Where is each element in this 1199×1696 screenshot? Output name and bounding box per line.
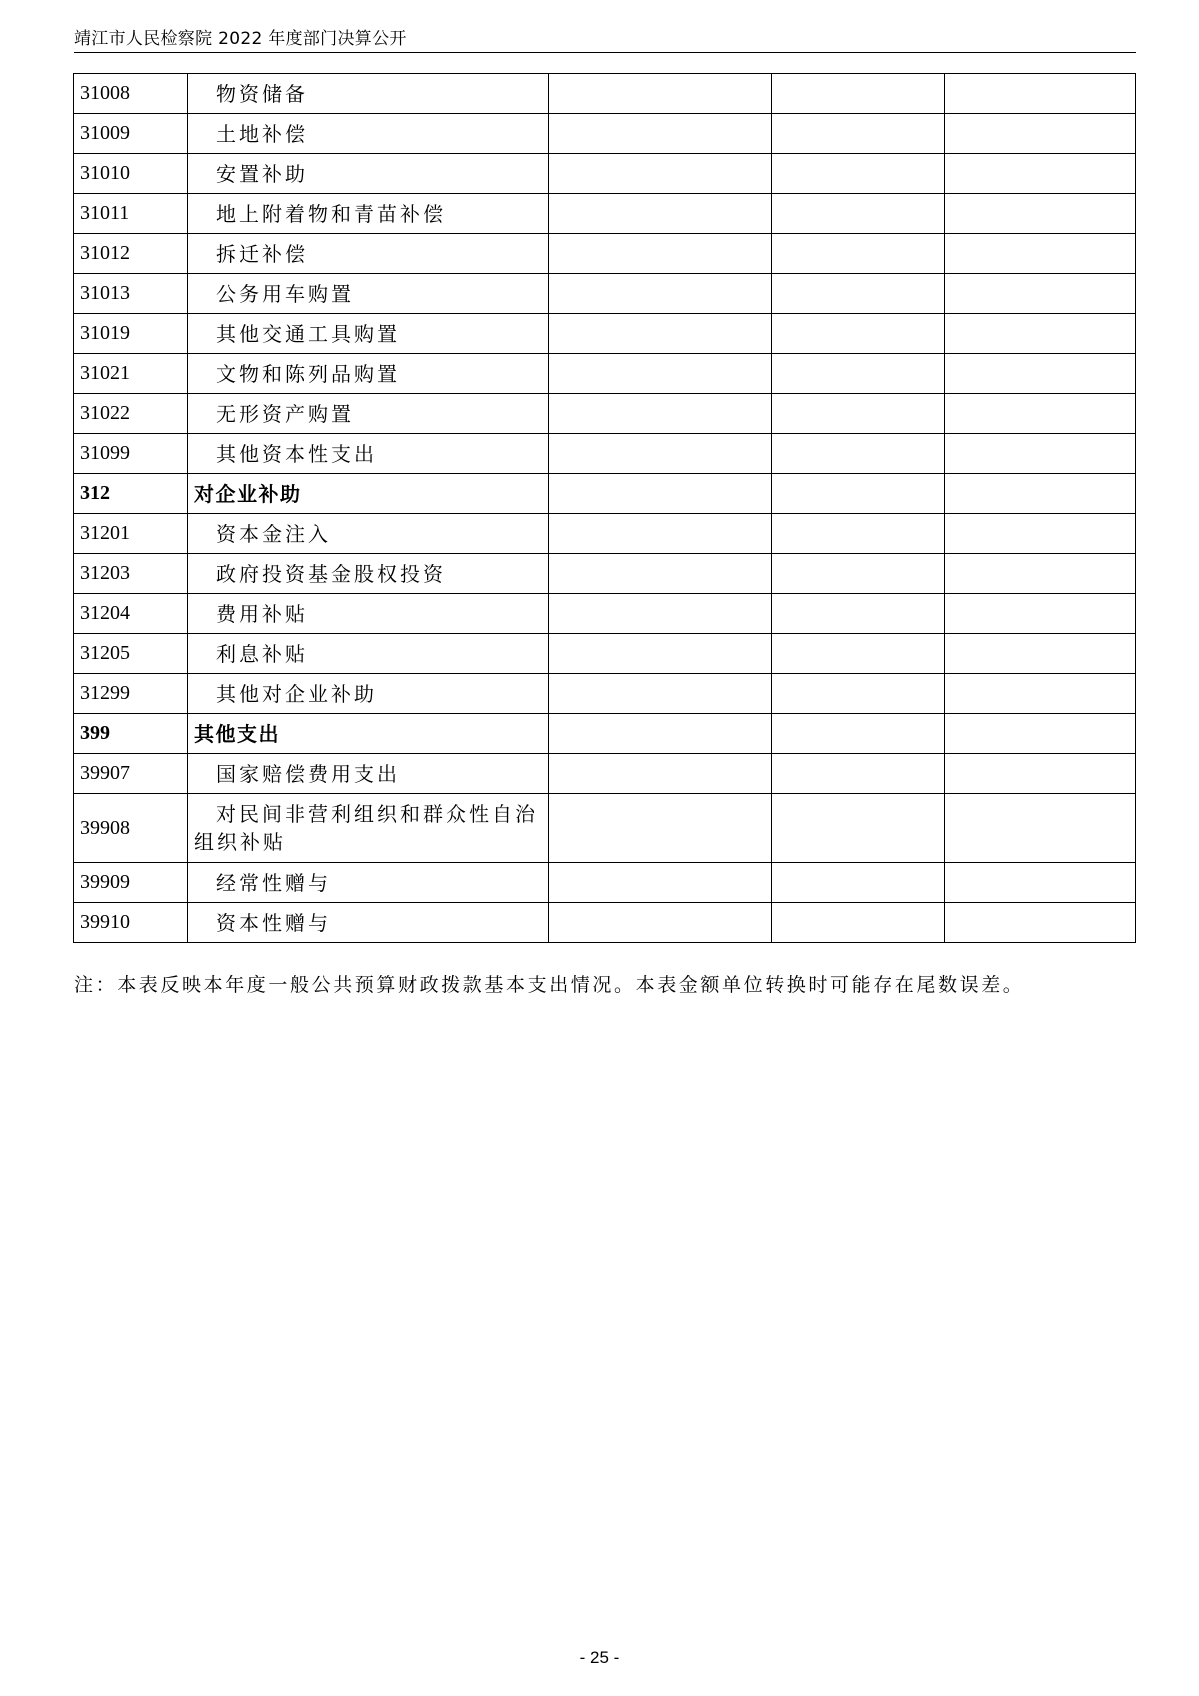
amount-cell-2 — [772, 754, 945, 794]
amount-cell-3 — [945, 234, 1136, 274]
amount-cell-1 — [549, 794, 772, 863]
amount-cell-3 — [945, 794, 1136, 863]
table-note: 注：本表反映本年度一般公共预算财政拨款基本支出情况。本表金额单位转换时可能存在尾数误差。 — [74, 974, 1025, 996]
amount-cell-3 — [945, 154, 1136, 194]
row-name — [188, 903, 549, 943]
amount-cell-2 — [772, 554, 945, 594]
row-name — [188, 514, 549, 554]
amount-cell-1 — [549, 594, 772, 634]
row-name — [188, 754, 549, 794]
amount-cell-1 — [549, 314, 772, 354]
amount-cell-3 — [945, 903, 1136, 943]
amount-cell-3 — [945, 354, 1136, 394]
amount-cell-2 — [772, 474, 945, 514]
row-name — [188, 474, 549, 514]
amount-cell-3 — [945, 114, 1136, 154]
row-name-text: 经常性赠与 — [216, 870, 331, 895]
row-name — [188, 234, 549, 274]
amount-cell-1 — [549, 754, 772, 794]
table-row — [74, 903, 1136, 943]
row-code: 39908 — [74, 794, 188, 863]
row-code: 31205 — [74, 634, 188, 674]
amount-cell-1 — [549, 354, 772, 394]
row-name-text: 拆迁补偿 — [216, 241, 308, 266]
row-name-text: 其他支出 — [194, 721, 280, 746]
table-row — [74, 594, 1136, 634]
amount-cell-2 — [772, 594, 945, 634]
table-row — [74, 194, 1136, 234]
row-code: 31099 — [74, 434, 188, 474]
amount-cell-1 — [549, 74, 772, 114]
amount-cell-3 — [945, 754, 1136, 794]
row-name-text: 其他交通工具购置 — [216, 321, 400, 346]
amount-cell-1 — [549, 114, 772, 154]
amount-cell-2 — [772, 74, 945, 114]
amount-cell-3 — [945, 594, 1136, 634]
amount-cell-3 — [945, 314, 1136, 354]
amount-cell-3 — [945, 634, 1136, 674]
amount-cell-2 — [772, 154, 945, 194]
row-code: 31008 — [74, 74, 188, 114]
amount-cell-3 — [945, 194, 1136, 234]
amount-cell-3 — [945, 474, 1136, 514]
row-code: 31299 — [74, 674, 188, 714]
table-row — [74, 394, 1136, 434]
row-code: 39907 — [74, 754, 188, 794]
row-name — [188, 194, 549, 234]
amount-cell-3 — [945, 274, 1136, 314]
row-name — [188, 674, 549, 714]
amount-cell-1 — [549, 714, 772, 754]
amount-cell-2 — [772, 674, 945, 714]
amount-cell-3 — [945, 74, 1136, 114]
table-row — [74, 154, 1136, 194]
amount-cell-3 — [945, 394, 1136, 434]
row-name-text: 无形资产购置 — [216, 401, 354, 426]
row-name — [188, 434, 549, 474]
row-code: 31013 — [74, 274, 188, 314]
amount-cell-2 — [772, 114, 945, 154]
amount-cell-1 — [549, 554, 772, 594]
row-code: 31204 — [74, 594, 188, 634]
row-name — [188, 314, 549, 354]
row-name — [188, 634, 549, 674]
table-row — [74, 354, 1136, 394]
row-name-text: 资本性赠与 — [216, 910, 331, 935]
amount-cell-1 — [549, 903, 772, 943]
table-row — [74, 714, 1136, 754]
row-name — [188, 274, 549, 314]
amount-cell-1 — [549, 394, 772, 434]
table-row — [74, 434, 1136, 474]
table-row — [74, 674, 1136, 714]
amount-cell-2 — [772, 314, 945, 354]
row-name — [188, 554, 549, 594]
table-row — [74, 863, 1136, 903]
row-name-text: 其他对企业补助 — [216, 681, 377, 706]
amount-cell-2 — [772, 194, 945, 234]
amount-cell-2 — [772, 903, 945, 943]
amount-cell-2 — [772, 394, 945, 434]
row-name-text: 物资储备 — [216, 81, 308, 106]
row-code: 31019 — [74, 314, 188, 354]
row-name-text: 政府投资基金股权投资 — [216, 561, 446, 586]
row-name-text: 安置补助 — [216, 161, 308, 186]
amount-cell-1 — [549, 274, 772, 314]
row-code: 31009 — [74, 114, 188, 154]
row-code: 31012 — [74, 234, 188, 274]
row-code: 31021 — [74, 354, 188, 394]
amount-cell-3 — [945, 674, 1136, 714]
table-row — [74, 634, 1136, 674]
amount-cell-2 — [772, 234, 945, 274]
table-row — [74, 514, 1136, 554]
row-name — [188, 714, 549, 754]
header-title: 靖江市人民检察院 2022 年度部门决算公开 — [74, 29, 407, 49]
table-body — [74, 74, 1136, 943]
row-code: 31010 — [74, 154, 188, 194]
amount-cell-2 — [772, 354, 945, 394]
amount-cell-3 — [945, 514, 1136, 554]
row-name-text: 对民间非营利组织和群众性自治组织补贴 — [194, 802, 538, 854]
amount-cell-1 — [549, 674, 772, 714]
row-name-text: 公务用车购置 — [216, 281, 354, 306]
row-name-text: 其他资本性支出 — [216, 441, 377, 466]
row-code: 31022 — [74, 394, 188, 434]
row-name — [188, 154, 549, 194]
row-name-text: 国家赔偿费用支出 — [216, 761, 400, 786]
row-name — [188, 394, 549, 434]
row-name-text: 土地补偿 — [216, 121, 308, 146]
row-name — [188, 354, 549, 394]
amount-cell-3 — [945, 863, 1136, 903]
amount-cell-1 — [549, 234, 772, 274]
row-name-text: 资本金注入 — [216, 521, 331, 546]
amount-cell-2 — [772, 863, 945, 903]
row-name — [188, 74, 549, 114]
table-row — [74, 794, 1136, 863]
row-code: 39909 — [74, 863, 188, 903]
row-name — [188, 594, 549, 634]
amount-cell-2 — [772, 634, 945, 674]
row-code: 31201 — [74, 514, 188, 554]
amount-cell-3 — [945, 554, 1136, 594]
row-code: 312 — [74, 474, 188, 514]
amount-cell-2 — [772, 714, 945, 754]
row-code: 31203 — [74, 554, 188, 594]
amount-cell-3 — [945, 714, 1136, 754]
table-row — [74, 554, 1136, 594]
row-name — [188, 863, 549, 903]
amount-cell-2 — [772, 794, 945, 863]
row-name-text: 对企业补助 — [194, 481, 302, 506]
amount-cell-1 — [549, 863, 772, 903]
amount-cell-1 — [549, 434, 772, 474]
page-header — [74, 22, 1136, 53]
amount-cell-1 — [549, 474, 772, 514]
page-number: - 25 - — [579, 1648, 620, 1667]
row-code: 39910 — [74, 903, 188, 943]
amount-cell-1 — [549, 194, 772, 234]
table-row — [74, 234, 1136, 274]
amount-cell-2 — [772, 434, 945, 474]
row-name-text: 费用补贴 — [216, 601, 308, 626]
amount-cell-1 — [549, 634, 772, 674]
amount-cell-3 — [945, 434, 1136, 474]
row-name — [188, 114, 549, 154]
row-name — [188, 794, 549, 863]
budget-table — [73, 73, 1136, 943]
table-row — [74, 74, 1136, 114]
amount-cell-1 — [549, 154, 772, 194]
row-name-text: 文物和陈列品购置 — [216, 361, 400, 386]
table-row — [74, 474, 1136, 514]
amount-cell-2 — [772, 274, 945, 314]
amount-cell-1 — [549, 514, 772, 554]
table-row — [74, 754, 1136, 794]
table-row — [74, 314, 1136, 354]
table-row — [74, 274, 1136, 314]
amount-cell-2 — [772, 514, 945, 554]
row-name-text: 利息补贴 — [216, 641, 308, 666]
row-code: 31011 — [74, 194, 188, 234]
row-code: 399 — [74, 714, 188, 754]
table-row — [74, 114, 1136, 154]
row-name-text: 地上附着物和青苗补偿 — [216, 201, 446, 226]
